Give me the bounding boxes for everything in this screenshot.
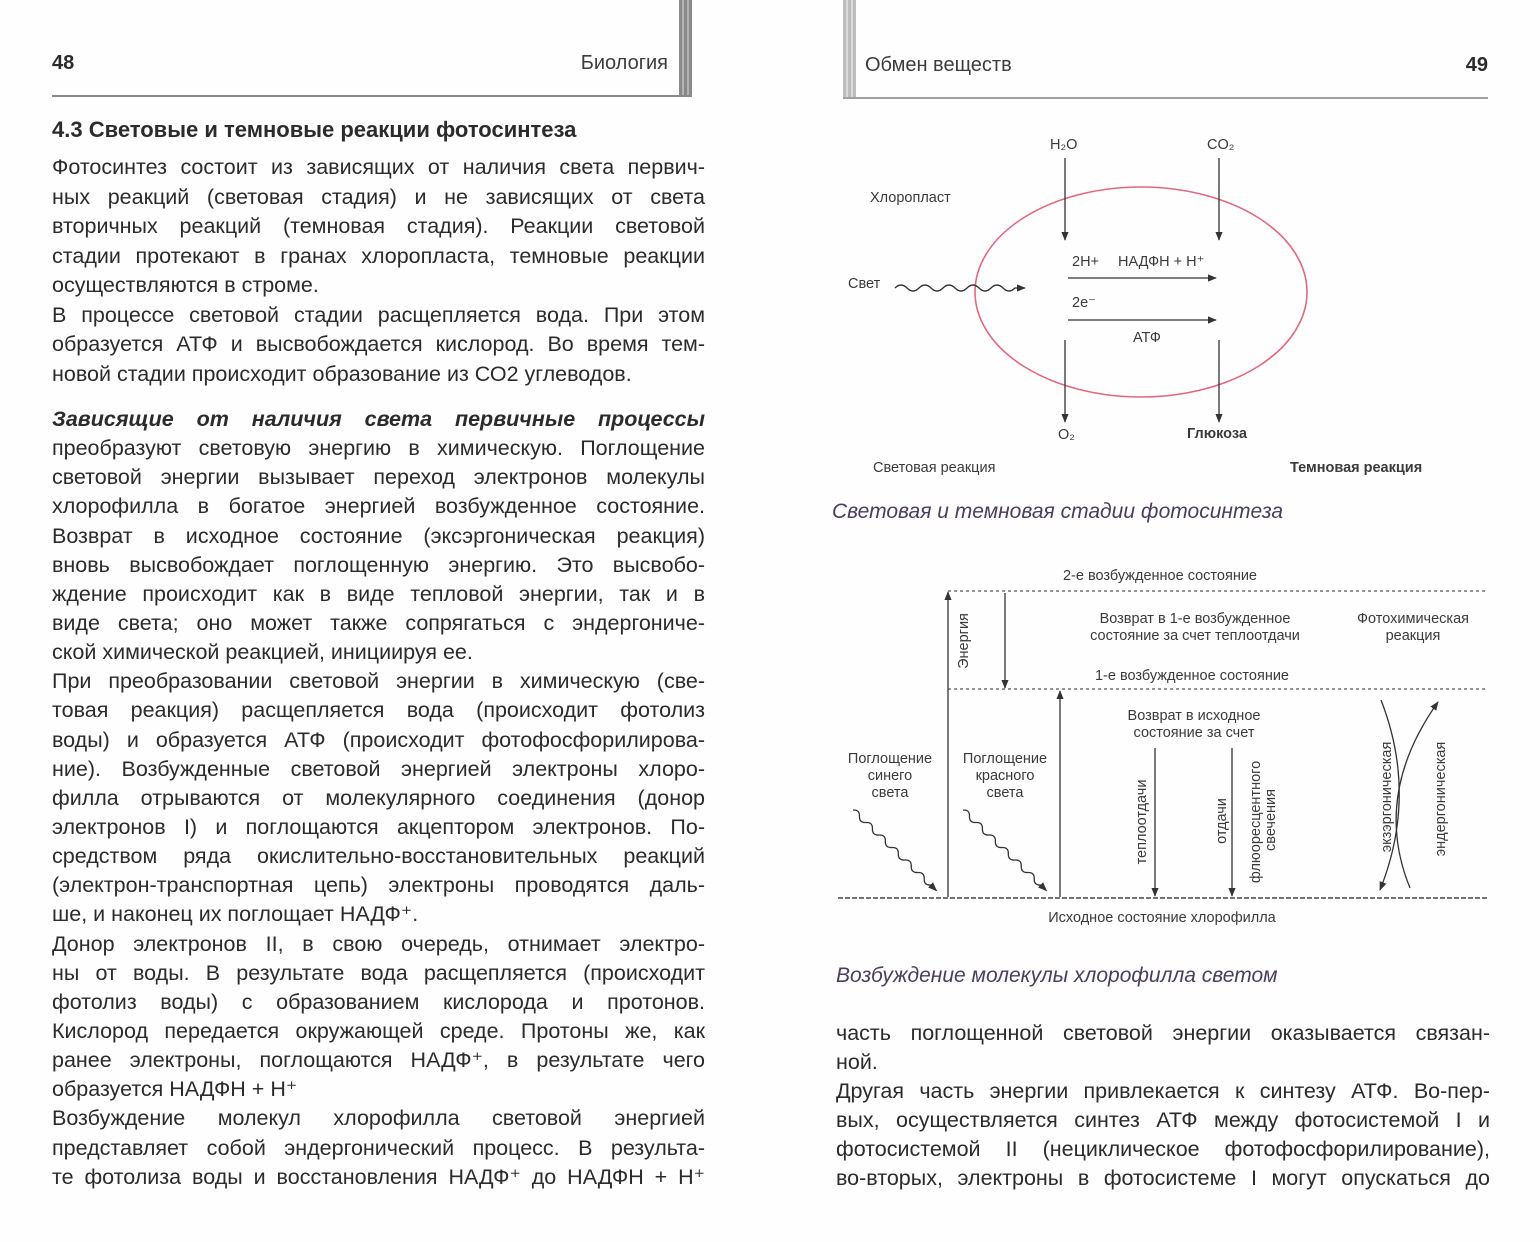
body-line: часть поглощенной световой энергии оказывается связан- [836, 1021, 1490, 1045]
body-line: Возбуждение молекул хлорофилла световой энергией [52, 1106, 705, 1131]
endergonic-label: эндергоническая [1433, 741, 1449, 857]
glucose-label: Глюкоза [1187, 426, 1247, 442]
emission-label-line1: отдачи [1214, 798, 1230, 844]
oxygen-label: O₂ [1058, 427, 1075, 443]
light-reaction-label: Световая реакция [873, 460, 996, 476]
electrons-label: 2e⁻ [1072, 295, 1096, 311]
body-line: ранее электроны, поглощаются НАДФ⁺, в результате чего [52, 1048, 705, 1073]
body-line: виде света; оно может также сопрягаться с эндергониче- [52, 610, 705, 635]
chloroplast-outline [975, 187, 1307, 397]
body-line: электронов I) и поглощаются акцептором электронов. По- [52, 814, 705, 839]
return-ground-label-line2: состояние за счет [1133, 725, 1255, 741]
carbon-dioxide-label: CO₂ [1207, 137, 1235, 153]
return-first-label-line1: Возврат в 1-е возбужденное [1099, 611, 1291, 627]
page-number-right: 49 [1465, 54, 1488, 76]
header-rule-right [843, 97, 1488, 99]
thumb-index-tab-left [679, 0, 692, 96]
figure-caption: Возбуждение молекулы хлорофилла светом [836, 964, 1278, 987]
return-ground-label-line1: Возврат в исходное [1127, 708, 1261, 724]
light-wave-arrow [895, 285, 1025, 291]
protons-label: 2Н+ [1072, 254, 1100, 270]
body-line: ской химической реакцией, инициируя ее. [52, 640, 473, 665]
running-head-left: Биология [580, 52, 668, 74]
body-line: При преобразовании световой энергии в химическую (све- [52, 669, 705, 694]
body-line: Другая часть энергии привлекается к синтезу АТФ. Во-пер- [836, 1079, 1490, 1103]
red-absorption-label-line2: красного [975, 768, 1035, 784]
photochemical-label-line2: реакция [1385, 628, 1441, 644]
body-line: Фотосинтез состоит из зависящих от наличия света первич- [52, 155, 705, 179]
body-line: ной. [836, 1050, 878, 1074]
body-line: вторичных реакций (темновая стадия). Реакции световой [52, 214, 705, 238]
photochemical-label-line1: Фотохимическая [1356, 611, 1470, 627]
nadph-label: НАДФН + Н⁺ [1118, 254, 1205, 270]
blue-absorption-label-line2: синего [867, 768, 913, 784]
energy-axis-label: Энергия [956, 613, 972, 669]
body-line: образуется НАДФН + Н⁺ [52, 1077, 298, 1102]
body-line: вновь высвобождает поглощенную энергию. Это высвобо- [52, 552, 705, 577]
blue-light-wave-arrow [851, 808, 938, 892]
atp-label: АТФ [1133, 330, 1161, 346]
body-text-block [52, 405, 705, 1192]
section-heading: 4.3 Световые и темновые реакции фотосинтеза [52, 117, 577, 142]
blue-absorption-label-line3: света [871, 785, 909, 801]
ground-state-label: Исходное состояние хлорофилла [1048, 910, 1276, 926]
body-line: те фотолиза воды и восстановления НАДФ⁺ до НАДФН + Н⁺ [52, 1164, 705, 1189]
return-first-label-line2: состояние за счет теплоотдачи [1090, 628, 1300, 644]
body-line: вых, осуществляется синтез АТФ между фотосистемой I и [836, 1108, 1490, 1132]
body-line: представляет собой эндергонический процесс. В результа- [52, 1135, 705, 1160]
body-line: новой стадии происходит образование из СО2 углеводов. [52, 361, 632, 386]
emission-label-line3: свечения [1263, 789, 1279, 851]
first-excited-state-label: 1-е возбужденное состояние [1094, 668, 1290, 684]
body-text-block [52, 153, 705, 389]
body-line: средством ряда окислительно-восстановительных реакций [52, 844, 705, 869]
red-absorption-label-line1: Поглощение [962, 751, 1048, 767]
emission-label-line2: флюоресцентного [1248, 760, 1264, 884]
body-text-block [836, 1019, 1490, 1193]
chloroplast-label: Хлоропласт [870, 190, 951, 206]
figure-caption: Световая и темновая стадии фотосинтеза [832, 500, 1284, 523]
dark-reaction-label: Темновая реакция [1290, 460, 1423, 476]
exergonic-label: экзэргоническая [1379, 741, 1395, 853]
body-line: хлорофилла в богатое энергией возбужденное состояние. [52, 494, 705, 519]
body-line: стадии протекают в гранах хлоропласта, темновые реакции [52, 243, 705, 268]
light-label: Свет [848, 276, 881, 292]
body-line: во-вторых, электроны в фотосистеме I могут опускаться до [836, 1166, 1490, 1190]
page-number-left: 48 [52, 52, 75, 74]
endergonic-curve-arrow [1396, 702, 1438, 888]
emphasized-lead-line: Зависящие от наличия света первичные процессы [52, 407, 705, 431]
body-line: Донор электронов II, в свою очередь, отнимает электро- [52, 931, 705, 956]
red-absorption-label-line3: света [986, 785, 1024, 801]
body-line: Возврат в исходное состояние (эксэргоническая реакция) [52, 523, 705, 548]
body-line: фотолиз воды) с образованием кислорода и протонов. [52, 989, 705, 1014]
running-head-right: Обмен веществ [865, 54, 1012, 76]
body-line: (электрон-транспортная цепь) электроны проводятся даль- [52, 873, 705, 898]
body-line: ше, и наконец их поглощает НАДФ⁺. [52, 902, 419, 927]
body-line: фотосистемой II (нециклическое фотофосфорилирование), [836, 1137, 1490, 1161]
red-light-wave-arrow [961, 808, 1048, 892]
body-line: В процессе световой стадии расщепляется вода. При этом [52, 302, 705, 327]
header-rule-left [52, 95, 692, 97]
body-line: осуществляются в строме. [52, 273, 319, 297]
body-line: Кислород передается окружающей среде. Протоны же, как [52, 1018, 705, 1043]
body-line: филла отрываются от молекулярного соединения (донор [52, 785, 705, 810]
blue-absorption-label-line1: Поглощение [847, 751, 933, 767]
chlorophyll-excitation-diagram [830, 555, 1500, 940]
body-line: образуется АТФ и высвобождается кислород. Во время тем- [52, 332, 705, 356]
water-label: H₂O [1050, 137, 1078, 153]
body-line: воды) и образуется АТФ (происходит фотофосфорилирова- [52, 727, 705, 752]
second-excited-state-label: 2-е возбужденное состояние [1062, 568, 1258, 584]
body-line: преобразуют световую энергию в химическую. Поглощение [52, 436, 705, 461]
body-line: ных реакций (световая стадия) и не зависящих от света [52, 184, 705, 209]
body-line: товая реакция) расщепляется вода (происходит фотолиз [52, 698, 705, 723]
body-line: световой энергии вызывает переход электронов молекулы [52, 465, 705, 490]
body-line: ние). Возбужденные световой энергией электроны хлоро- [52, 756, 705, 781]
photosynthesis-diagram [830, 125, 1500, 500]
body-line: ны от воды. В результате вода расщепляется (происходит [52, 960, 705, 985]
body-line: ждение происходит как в виде тепловой энергии, так и в [52, 581, 705, 606]
thumb-index-tab-right [843, 0, 856, 98]
heat-label: теплоотдачи [1134, 779, 1150, 865]
